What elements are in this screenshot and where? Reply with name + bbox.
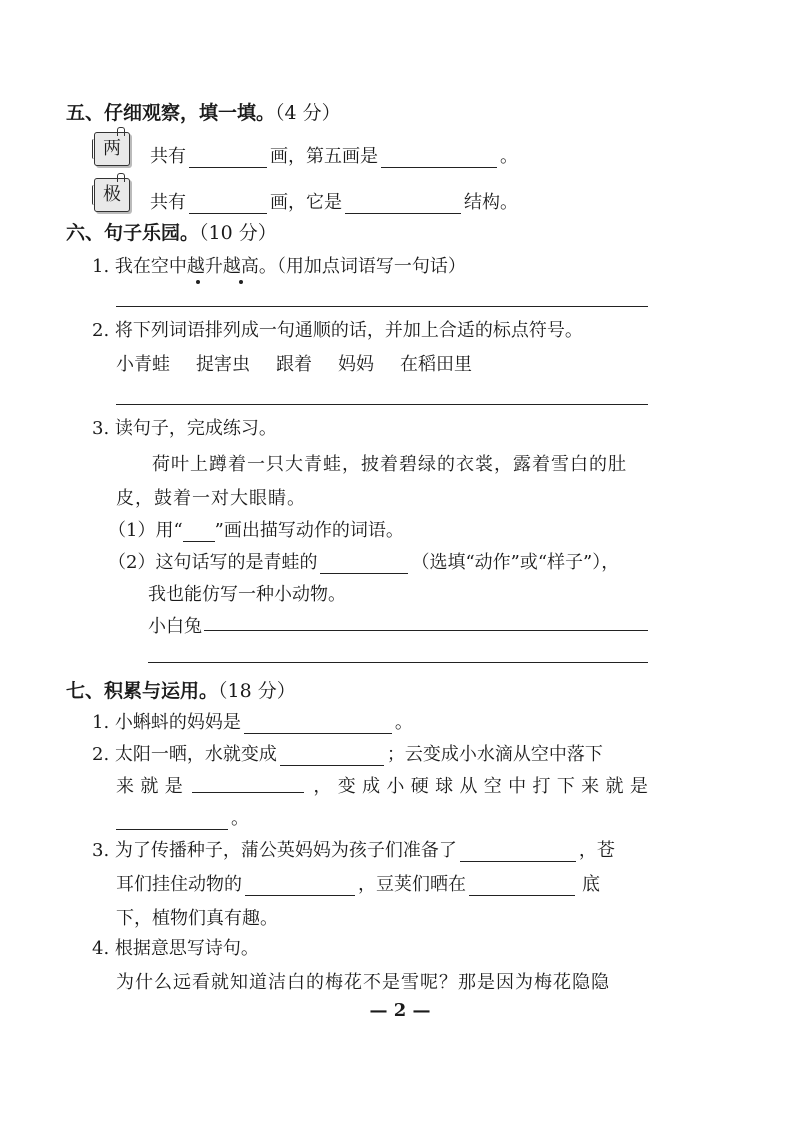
sec7-question-4-text: 为什么远看就知道洁白的梅花不是雪呢？那是因为梅花隐隐: [116, 972, 610, 993]
answer-blank[interactable]: [469, 875, 575, 896]
answer-line[interactable]: [116, 306, 648, 307]
sec5-row2: 共有 画，它是 结构。: [150, 192, 518, 213]
sec6-sub-1: （1）用“ ”画出描写动作的词语。: [108, 520, 404, 541]
sec7-question-2: 2. 太阳一晒，水就变成 ；云变成小水滴从空中落下: [92, 744, 603, 765]
word-item: 在稻田里: [400, 354, 472, 375]
sec7-question-3: 3. 为了传播种子，蒲公英妈妈为孩子们准备了 ，苍: [92, 840, 615, 861]
answer-blank[interactable]: [189, 193, 267, 214]
emphasis-dot: [239, 280, 243, 284]
sec6-sub-2-start: 小白兔: [148, 616, 202, 637]
answer-blank[interactable]: [345, 193, 461, 214]
sec7-question-4: 4. 根据意思写诗句。: [92, 938, 259, 959]
answer-line[interactable]: [116, 404, 648, 405]
sec6-sub-2-imitate: 我也能仿写一种小动物。: [148, 584, 346, 605]
passage-line-1: 荷叶上蹲着一只大青蛙，披着碧绿的衣裳，露着雪白的肚: [152, 454, 627, 475]
answer-blank[interactable]: [192, 772, 304, 793]
answer-blank[interactable]: [116, 809, 228, 830]
answer-blank[interactable]: [280, 745, 384, 766]
section-7-title: 七、积累与运用。（18 分）: [66, 680, 296, 702]
sec6-sub-2: （2）这句话写的是青蛙的 （选填“动作”或“样子”），: [108, 552, 620, 573]
word-item: 跟着: [276, 354, 312, 375]
answer-blank[interactable]: [245, 875, 355, 896]
word-item: 小青蛙: [116, 354, 170, 375]
sec7-question-2-line-2: 来 就 是 ， 变 成 小 硬 球 从 空 中 打 下 来 就 是: [116, 772, 648, 798]
answer-blank[interactable]: [320, 553, 408, 574]
answer-blank[interactable]: [460, 841, 576, 862]
section-5-title: 五、仔细观察，填一填。（4 分）: [66, 102, 341, 124]
sec7-question-1: 1. 小蝌蚪的妈妈是 。: [92, 712, 413, 733]
word-list: [116, 350, 472, 376]
sec6-question-1: 1. 我在空中越升越高。（用加点词语写一句话）: [92, 256, 466, 277]
sec6-question-2: 2. 将下列词语排列成一句通顺的话，并加上合适的标点符号。: [92, 320, 583, 341]
answer-line[interactable]: [148, 662, 648, 663]
sec7-question-3-line-2: 耳们挂住动物的 ，豆荚们晒在 底: [116, 874, 600, 895]
sec7-question-2-line-3: 。: [116, 804, 249, 830]
character-card-liang: 两: [94, 132, 130, 166]
answer-blank[interactable]: [189, 147, 267, 168]
answer-blank[interactable]: [381, 147, 497, 168]
character-card-ji: 极: [94, 178, 130, 212]
answer-line[interactable]: [204, 630, 648, 631]
page-number: — 2 —: [369, 1000, 431, 1021]
word-item: 捉害虫: [196, 354, 250, 375]
word-item: 妈妈: [338, 354, 374, 375]
answer-blank[interactable]: [244, 713, 392, 734]
sec7-question-3-line-3: 下，植物们真有趣。: [116, 908, 278, 929]
sec6-question-3: 3. 读句子，完成练习。: [92, 418, 277, 439]
emphasis-dot: [196, 280, 200, 284]
section-6-title: 六、句子乐园。（10 分）: [66, 222, 277, 244]
underline-sample: [183, 521, 215, 542]
passage-line-2: 皮，鼓着一对大眼睛。: [116, 488, 306, 509]
sec5-row1: 共有 画，第五画是 。: [150, 146, 518, 167]
